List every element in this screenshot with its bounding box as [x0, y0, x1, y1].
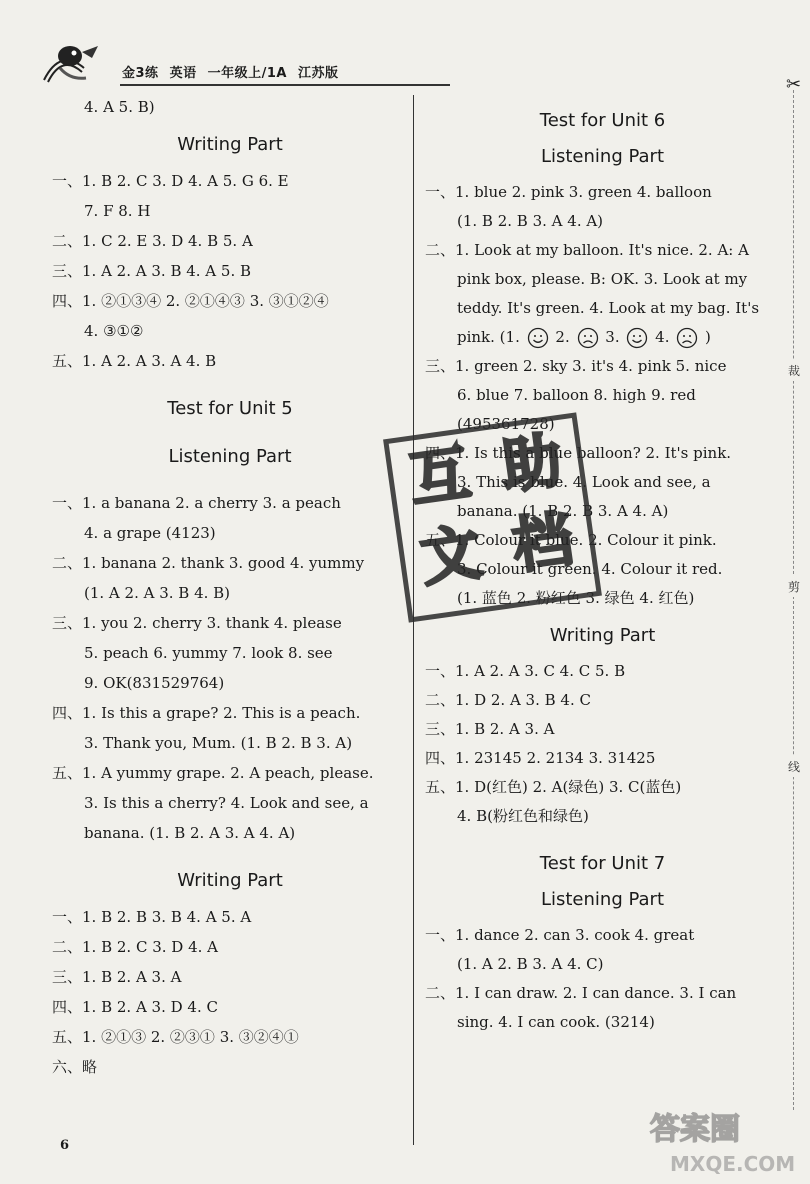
page-number: 6 — [60, 1138, 70, 1153]
answer-line: 三、1. green 2. sky 3. it's 4. pink 5. nice — [425, 357, 727, 375]
scissors-icon: ✂ — [786, 74, 802, 95]
answer-line: 四、1. ②①③④ 2. ②①④③ 3. ③①②④ — [52, 292, 329, 310]
faces-num: 3. — [605, 328, 620, 346]
answer-line: 一、1. B 2. C 3. D 4. A 5. G 6. E — [52, 172, 289, 190]
unit-heading: Test for Unit 6 — [539, 110, 666, 131]
header-divider — [120, 84, 450, 86]
left-column — [52, 92, 408, 1082]
faces-suffix: ) — [705, 328, 711, 346]
answer-line: 3. Thank you, Mum. (1. B 2. B 3. A) — [84, 734, 353, 752]
bird-logo-icon — [40, 38, 110, 86]
smile-icon — [626, 327, 648, 349]
answer-line: 三、1. you 2. cherry 3. thank 4. please — [52, 614, 342, 632]
answer-line: 五、1. A 2. A 3. A 4. B — [52, 352, 217, 370]
section-heading: Writing Part — [549, 625, 656, 646]
answer-line: (1. 蓝色 2. 粉红色 3. 绿色 4. 红色) — [457, 589, 695, 607]
answer-line: 一、1. B 2. B 3. B 4. A 5. A — [52, 908, 252, 926]
answer-line: 3. Is this a cherry? 4. Look and see, a — [84, 794, 369, 812]
answer-line: banana. (1. B 2. A 3. A 4. A) — [84, 824, 296, 842]
answer-line: 3. This is blue. 4. Look and see, a — [457, 473, 711, 491]
answer-line: 四、1. B 2. A 3. D 4. C — [52, 998, 218, 1016]
answer-line: 二、1. C 2. E 3. D 4. B 5. A — [52, 232, 253, 250]
answer-line-faces — [425, 323, 780, 352]
section-heading: Writing Part — [177, 870, 283, 891]
answer-line: sing. 4. I can cook. (3214) — [457, 1013, 655, 1031]
answer-line: (1. B 2. B 3. A 4. A) — [457, 212, 604, 230]
answer-line: 二、1. B 2. C 3. D 4. A — [52, 938, 218, 956]
answer-line: 6. blue 7. balloon 8. high 9. red — [457, 386, 696, 404]
stamp-char: 助 — [497, 425, 567, 503]
answer-line: 六、略 — [52, 1058, 98, 1076]
side-label-cut: 裁 — [788, 360, 800, 381]
section-heading: Listening Part — [540, 889, 665, 910]
answer-line: 一、1. A 2. A 3. C 4. C 5. B — [425, 662, 626, 680]
answer-line: pink box, please. B: OK. 3. Look at my — [457, 270, 748, 288]
answer-line: 9. OK(831529764) — [84, 674, 225, 692]
answer-line: 一、1. blue 2. pink 3. green 4. balloon — [425, 183, 712, 201]
answer-line: 4. ③①② — [84, 322, 144, 340]
frown-icon — [577, 327, 599, 349]
cut-line — [793, 90, 794, 1110]
watermark-stamp — [383, 412, 602, 622]
svg-text:答案圈: 答案圈 — [650, 1112, 740, 1147]
answer-line: 二、1. banana 2. thank 3. good 4. yummy — [52, 554, 365, 572]
section-heading: Listening Part — [168, 446, 292, 467]
answer-line: 五、1. D(红色) 2. A(绿色) 3. C(蓝色) — [425, 778, 682, 796]
answer-line: 三、1. B 2. A 3. A — [425, 720, 555, 738]
unit-heading: Test for Unit 5 — [167, 398, 293, 419]
answer-line: (1. A 2. A 3. B 4. B) — [84, 584, 231, 602]
answer-line: 四、1. Is this a blue balloon? 2. It's pink. — [425, 444, 732, 462]
site-watermark-logo — [640, 1105, 800, 1180]
smile-icon — [527, 327, 549, 349]
answer-line: 四、1. 23145 2. 2134 3. 31425 — [425, 749, 656, 767]
side-label-cut: 剪 — [788, 576, 800, 597]
answer-line: 4. A 5. B) — [84, 98, 155, 116]
answer-line: 7. F 8. H — [84, 202, 151, 220]
answer-line: 五、1. A yummy grape. 2. A peach, please. — [52, 764, 374, 782]
stamp-char: 文 — [416, 517, 486, 595]
answer-line: banana. (1. B 2. B 3. A 4. A) — [457, 502, 669, 520]
answer-line: 五、1. Colour it blue. 2. Colour it pink. — [425, 531, 717, 549]
answer-line: 二、1. I can draw. 2. I can dance. 3. I can — [425, 984, 737, 1002]
answer-line: 5. peach 6. yummy 7. look 8. see — [84, 644, 333, 662]
faces-prefix: pink. (1. — [457, 328, 520, 346]
unit-heading: Test for Unit 7 — [539, 853, 666, 874]
answer-line: 一、1. a banana 2. a cherry 3. a peach — [52, 494, 341, 512]
header-title: 金3练 英语 一年级上/1A 江苏版 — [122, 66, 339, 81]
page-header — [40, 38, 780, 88]
stamp-char: 档 — [508, 504, 578, 583]
section-heading: Listening Part — [540, 146, 665, 167]
answer-line: 二、1. D 2. A 3. B 4. C — [425, 691, 591, 709]
answer-line: 四、1. Is this a grape? 2. This is a peach. — [52, 704, 361, 722]
faces-num: 4. — [655, 328, 670, 346]
answer-line: (1. A 2. B 3. A 4. C) — [457, 955, 604, 973]
answer-line: (495361728) — [457, 415, 555, 433]
answer-line: 三、1. B 2. A 3. A — [52, 968, 182, 986]
answer-line: 三、1. A 2. A 3. B 4. A 5. B — [52, 262, 252, 280]
svg-text:MXQE.COM: MXQE.COM — [670, 1152, 796, 1176]
answer-line: 3. Colour it green. 4. Colour it red. — [457, 560, 723, 578]
answer-line: 一、1. dance 2. can 3. cook 4. great — [425, 926, 695, 944]
stamp-char: 互 — [405, 438, 475, 516]
answer-line: 五、1. ②①③ 2. ②③① 3. ③②④① — [52, 1028, 299, 1046]
faces-num: 2. — [555, 328, 570, 346]
frown-icon — [676, 327, 698, 349]
section-heading: Writing Part — [177, 134, 283, 155]
answer-line: 二、1. Look at my balloon. It's nice. 2. A: A — [425, 241, 749, 259]
side-label-line: 线 — [788, 756, 800, 777]
answer-line: teddy. It's green. 4. Look at my bag. It's — [457, 299, 760, 317]
answer-line: 4. B(粉红色和绿色) — [457, 807, 589, 825]
answer-line: 4. a grape (4123) — [84, 524, 216, 542]
